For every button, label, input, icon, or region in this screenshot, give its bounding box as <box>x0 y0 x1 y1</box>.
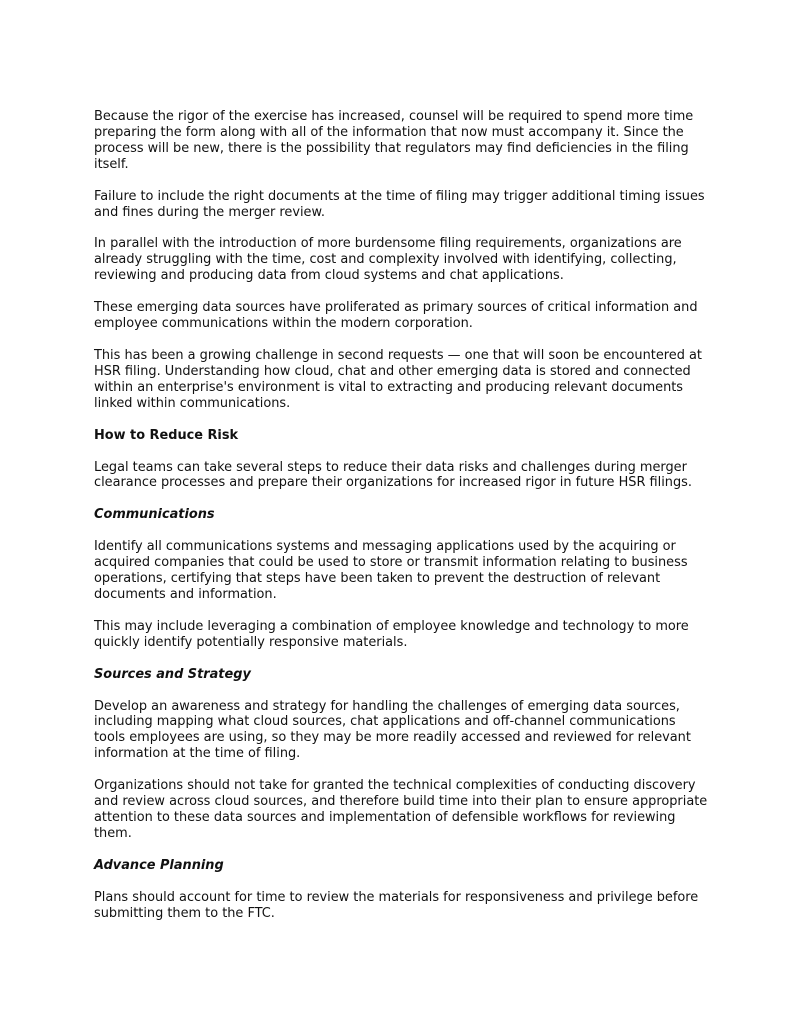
paragraph: This may include leveraging a combination of employee knowledge and technology to more quickly identify potentially responsive materials. <box>94 618 689 650</box>
document-page <box>94 109 708 938</box>
paragraph: This has been a growing challenge in second requests — one that will soon be encountered at HSR filing. Understanding how cloud, chat and other emerging data is stored and connected within an enterprise's environment is vital to extracting and producing relevant documents linked within communications. <box>94 347 702 411</box>
paragraph: Develop an awareness and strategy for handling the challenges of emerging data sources, including mapping what cloud sources, chat applications and off-channel communications tools employees are using, so they may be more readily accessed and reviewed for relevant information at the time of filing. <box>94 698 691 762</box>
paragraph: Organizations should not take for granted the technical complexities of conducting discovery and review across cloud sources, and therefore build time into their plan to ensure appropriate attention to these data sources and implementation of defensible workflows for reviewing them. <box>94 778 708 841</box>
paragraph: These emerging data sources have proliferated as primary sources of critical information and employee communications within the modern corporation. <box>94 300 698 332</box>
paragraph: In parallel with the introduction of more burdensome filing requirements, organizations are already struggling with the time, cost and complexity involved with identifying, collecting, reviewing and producing data from cloud systems and chat applications. <box>94 236 682 284</box>
section-heading: How to Reduce Risk <box>94 427 239 443</box>
paragraph: Because the rigor of the exercise has increased, counsel will be required to spend more time preparing the form along with all of the information that now must accompany it. Since the process will be new, there is the possibility that regulators may find deficiencies in the filing itself. <box>94 109 694 172</box>
section-intro: Legal teams can take several steps to reduce their data risks and challenges during merger clearance processes and prepare their organizations for increased rigor in future HSR filings. <box>94 459 692 491</box>
paragraph: Identify all communications systems and messaging applications used by the acquiring or acquired companies that could be used to store or transmit information relating to business operations, certifying that steps have been taken to prevent the destruction of relevant documents and information. <box>94 539 688 602</box>
subsection-heading-sources-and-strategy: Sources and Strategy <box>94 666 251 682</box>
paragraph: Failure to include the right documents at the time of filing may trigger additional timing issues and fines during the merger review. <box>94 188 705 220</box>
subsection-heading-communications: Communications <box>94 507 215 523</box>
subsection-heading-advance-planning: Advance Planning <box>94 857 224 873</box>
paragraph: Plans should account for time to review the materials for responsiveness and privilege before submitting them to the FTC. <box>94 889 699 921</box>
